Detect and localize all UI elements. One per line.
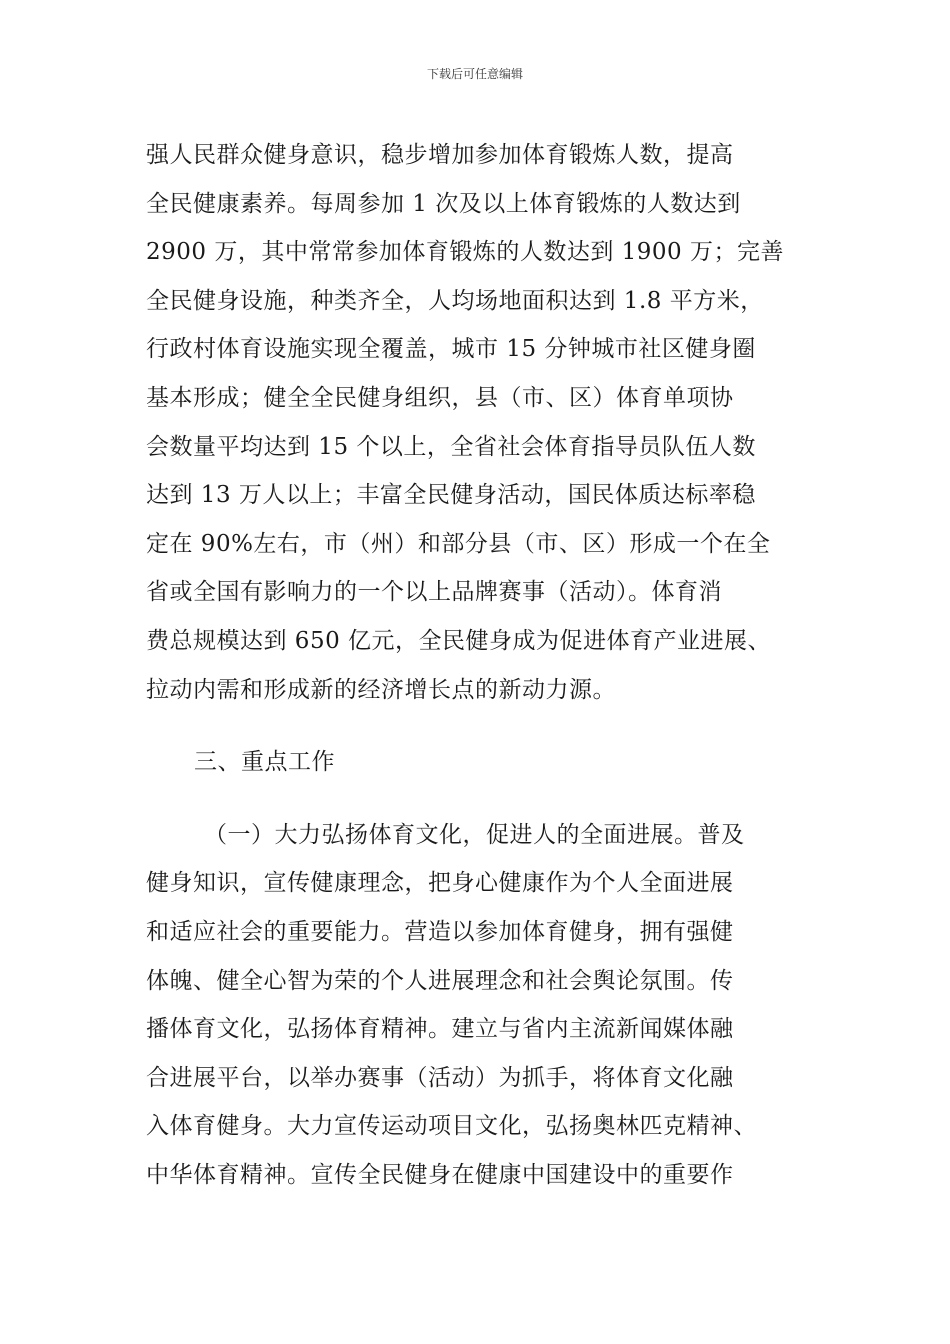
text-line: 拉动内需和形成新的经济增长点的新动力源。 — [146, 676, 616, 703]
text-line: 费总规模达到 650 亿元，全民健身成为促进体育产业进展、 — [146, 627, 772, 654]
paragraph-goals — [146, 131, 806, 714]
text-line: （一）大力弘扬体育文化，促进人的全面进展。普及 — [204, 821, 745, 848]
text-line: 中华体育精神。宣传全民健身在健康中国建设中的重要作 — [146, 1161, 734, 1188]
paragraph-spacer — [146, 787, 806, 811]
text-line: 入体育健身。大力宣传运动项目文化，弘扬奥林匹克精神、 — [146, 1113, 757, 1140]
text-line: 会数量平均达到 15 个以上，全省社会体育指导员队伍人数 — [146, 433, 756, 460]
text-line: 省或全国有影响力的一个以上品牌赛事（活动）。体育消 — [146, 579, 722, 606]
text-line: 达到 13 万人以上；丰富全民健身活动，国民体质达标率稳 — [146, 482, 756, 509]
text-line: 行政村体育设施实现全覆盖，城市 15 分钟城市社区健身圈 — [146, 336, 756, 363]
text-line: 基本形成；健全全民健身组织，县（市、区）体育单项协 — [146, 384, 734, 411]
text-line: 健身知识，宣传健康理念，把身心健康作为个人全面进展 — [146, 870, 734, 897]
section-heading: 三、重点工作 — [194, 749, 335, 776]
text-line: 体魄、健全心智为荣的个人进展理念和社会舆论氛围。传 — [146, 967, 734, 994]
page-header-note: 下载后可任意编辑 — [426, 67, 523, 81]
text-line: 定在 90%左右，市（州）和部分县（市、区）形成一个在全 — [146, 530, 771, 557]
text-line: 全民健康素养。每周参加 1 次及以上体育锻炼的人数达到 — [146, 190, 741, 217]
document-body — [146, 131, 806, 1199]
text-line: 播体育文化，弘扬体育精神。建立与省内主流新闻媒体融 — [146, 1016, 734, 1043]
paragraph-spacer — [146, 714, 806, 738]
paragraph-key-work — [146, 811, 806, 1200]
text-line: 强人民群众健身意识，稳步增加参加体育锻炼人数，提高 — [146, 142, 734, 168]
text-line: 合进展平台，以举办赛事（活动）为抓手，将体育文化融 — [146, 1064, 734, 1091]
text-line: 和适应社会的重要能力。营造以参加体育健身，拥有强健 — [146, 918, 734, 945]
text-line: 2900 万，其中常常参加体育锻炼的人数达到 1900 万；完善 — [146, 239, 784, 266]
text-line: 全民健身设施，种类齐全，人均场地面积达到 1.8 平方米， — [146, 287, 764, 314]
